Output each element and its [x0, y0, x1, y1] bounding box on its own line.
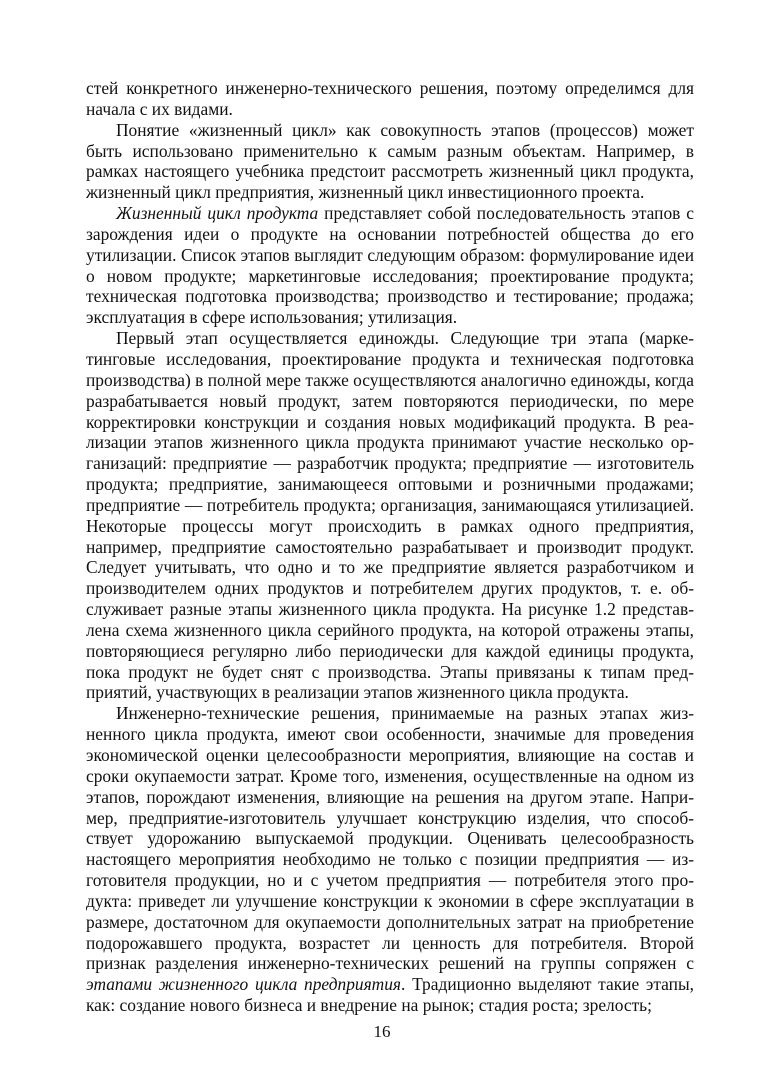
paragraph	[86, 120, 694, 203]
italic-term: этапами жизненного цикла предприятия	[86, 974, 402, 995]
text-segment: . Традиционно выделяют такие этапы, как: создание нового бизнеса и внедрение на рынок; стадия роста; зрелость;	[86, 974, 695, 1016]
paragraph	[86, 328, 694, 703]
text-segment: Понятие «жизненный цикл» как совокупность этапов (процессов) может быть использовано применительно к самым разным объектам. Например, в рамках настоящего учебника предстоит рассмотреть жизненный цикл продукта, жизненный цикл предприятия, жизненный цикл инвестиционного проекта.	[86, 119, 694, 203]
paragraph	[86, 78, 694, 120]
page-number: 16	[373, 1022, 391, 1041]
text-segment: Первый этап осуществляется единожды. Следующие три этапа (маркетинговые исследования, проектирование продукта и техническая подготовка производства) в полной мере также осуществляются аналогично единожды, когда разрабатывается новый продукт, затем повторяются периодически, по мере корректировки конструкции и создания новых модификаций продукта. В реализации этапов жизненного цикла продукта принимают участие несколько организаций: предприятие — разработчик продукта; предприятие — изготовитель продукта; предприятие, занимающееся оптовыми и розничными продажами; предприятие — потребитель продукта; организация, занимающаяся утилизацией. Некоторые процессы могут происходить в рамках одного предприятия, например, предприятие самостоятельно разрабатывает и производит продукт. Следует учитывать, что одно и то же предприятие является разработчиком и производителем одних продуктов и потребителем других продуктов, т. е. обслуживает разные этапы жизненного цикла продукта. На рисунке 1.2 представлена схема жизненного цикла серийного продукта, на которой отражены этапы, повторяющиеся регулярно либо периодически для каждой единицы продукта, пока продукт не будет снят с производства. Этапы привязаны к типам предприятий, участвующих в реализации этапов жизненного цикла продукта.	[86, 328, 694, 703]
body-text	[86, 78, 694, 1016]
text-segment: представляет собой последовательность этапов с зарождения идеи о продукте на основании потребностей общества до его утилизации. Список этапов выглядит следующим образом: формулирование идеи о новом продукте; маркетинговые исследования; проектирование продукта; техническая подготовка производства; производство и тестирование; продажа; эксплуатация в сфере использования; утилизация.	[86, 203, 694, 328]
italic-term: Жизненный цикл продукта	[116, 203, 319, 224]
text-segment: Инженерно-технические решения, принимаемые на разных этапах жизненного цикла продукта, имеют свои особенности, значимые для проведения экономической оценки целесообразности мероприятия, влияющие на состав и сроки окупаемости затрат. Кроме того, изменения, осуществленные на одном из этапов, порождают изменения, влияющие на решения на другом этапе. Например, предприятие-изготовитель улучшает конструкцию изделия, что способствует удорожанию выпускаемой продукции. Оценивать целесообразность настоящего мероприятия необходимо не только с позиции предприятия — изготовителя продукции, но и с учетом предприятия — потребителя этого продукта: приведет ли улучшение конструкции к экономии в сфере эксплуатации в размере, достаточном для окупаемости дополнительных затрат на приобретение подорожавшего продукта, возрастет ли ценность для потребителя. Второй признак разделения инженерно-технических решений на группы сопряжен с	[86, 703, 694, 974]
paragraph	[86, 203, 694, 328]
paragraph	[86, 703, 694, 1016]
text-segment: стей конкретного инженерно-технического решения, поэтому определимся для начала с их видами.	[86, 78, 694, 119]
